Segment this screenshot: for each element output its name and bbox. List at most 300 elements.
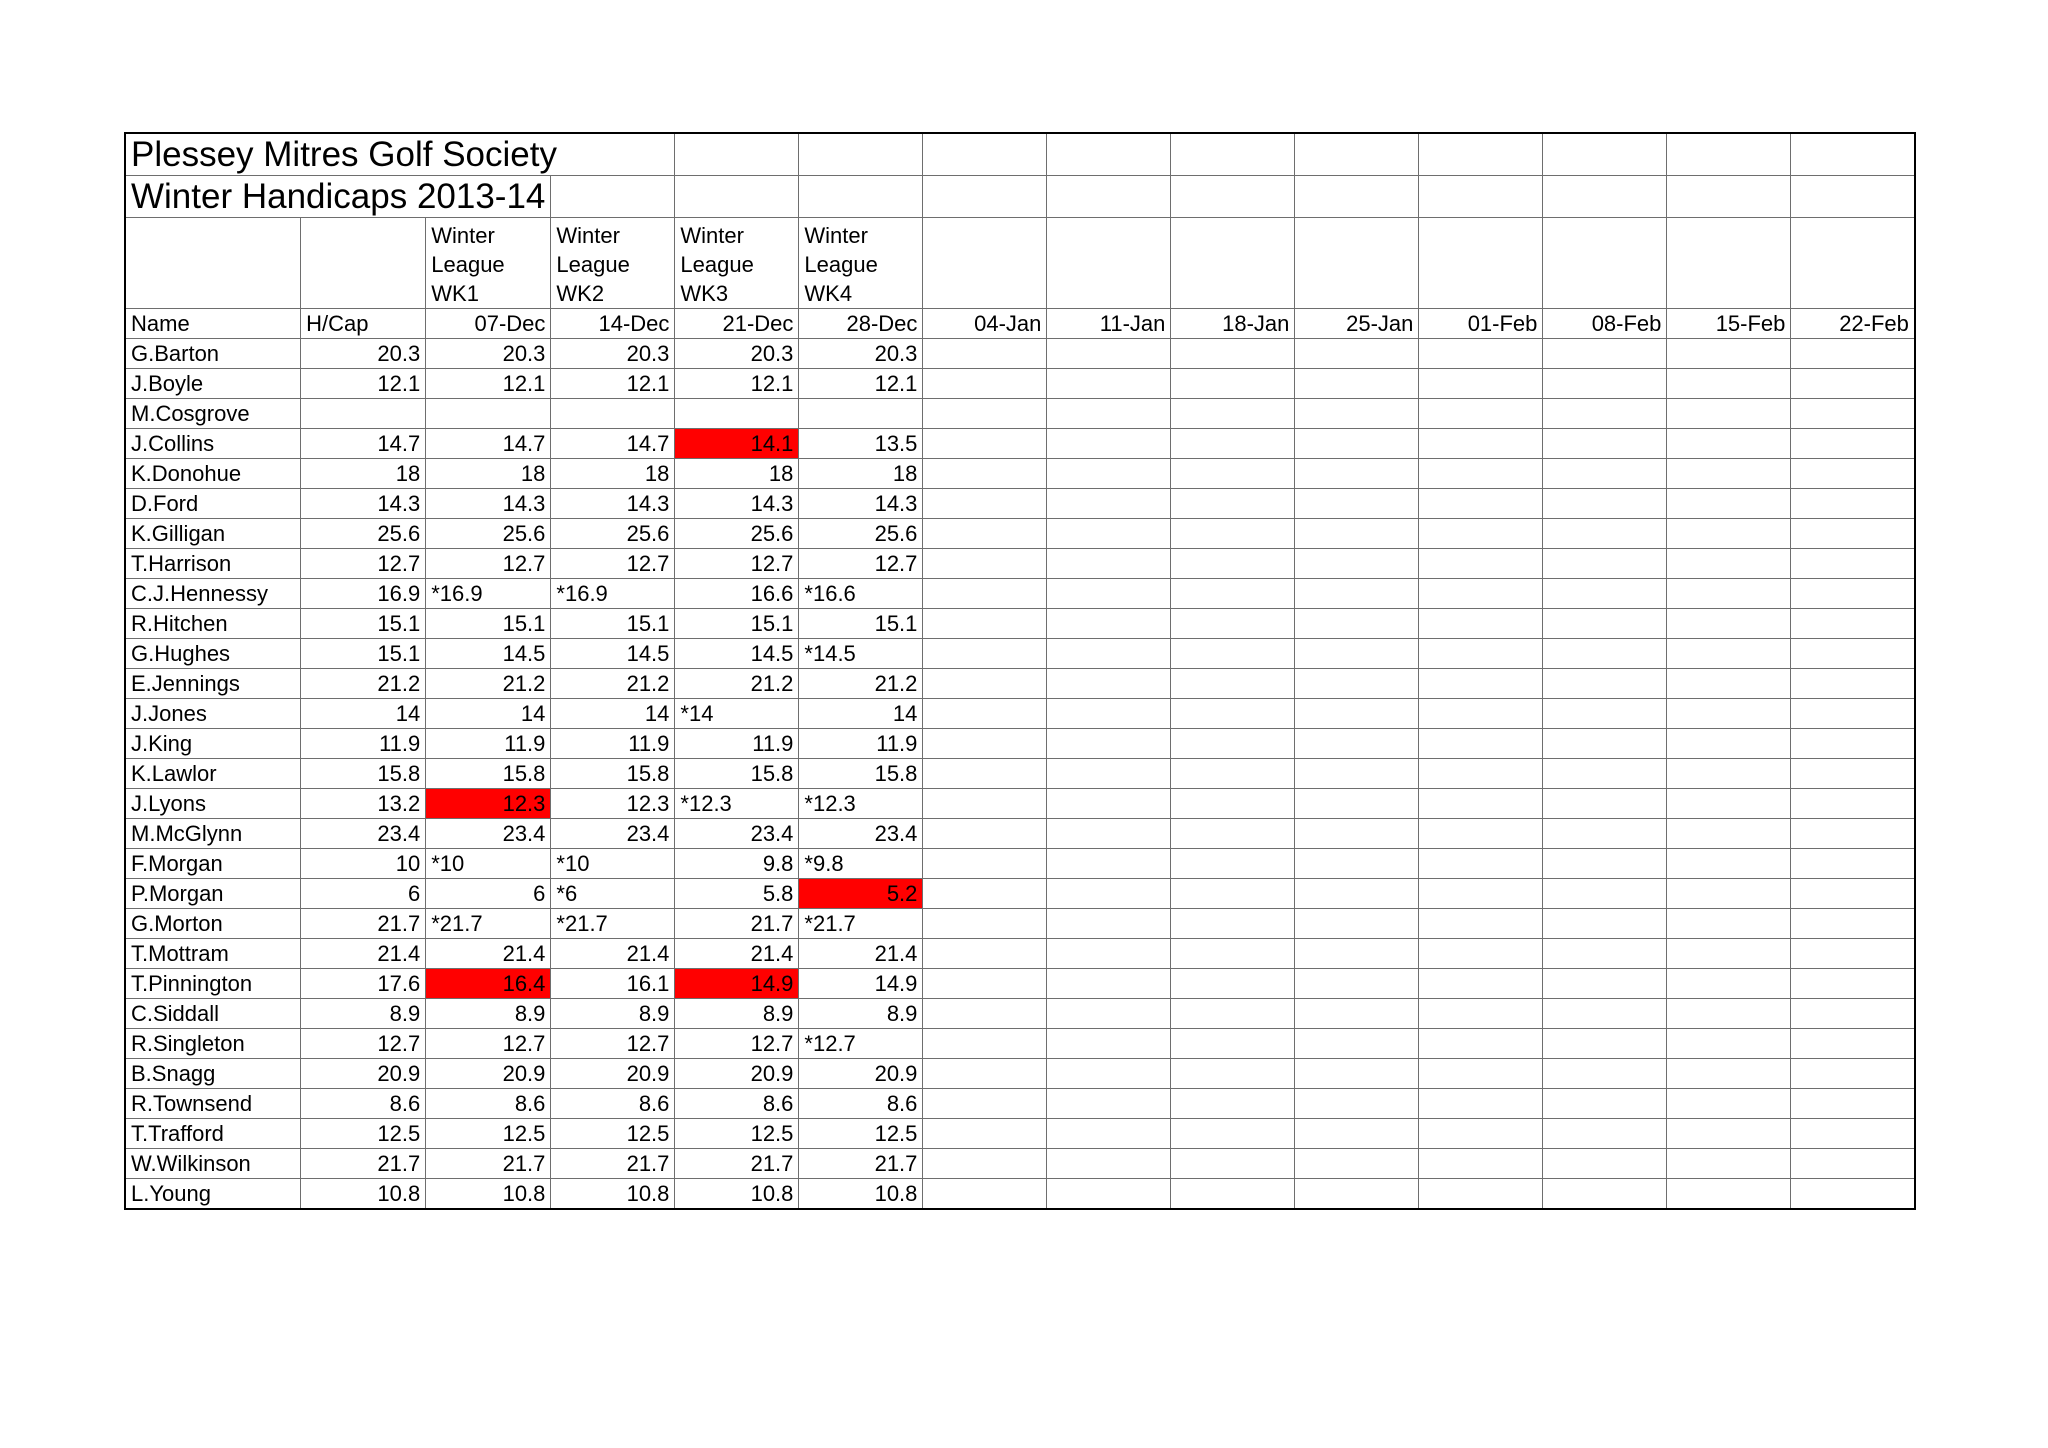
empty-cell — [1047, 1089, 1171, 1119]
title-row — [125, 133, 1915, 176]
empty-cell — [1295, 669, 1419, 699]
column-header-date: 21-Dec — [675, 309, 799, 339]
empty-cell — [1295, 579, 1419, 609]
table-row — [125, 579, 1915, 609]
weekly-handicap-cell: *10 — [551, 849, 675, 879]
weekly-handicap-cell: 11.9 — [675, 729, 799, 759]
empty-cell — [1047, 1119, 1171, 1149]
empty-cell — [923, 1059, 1047, 1089]
empty-cell — [1171, 729, 1295, 759]
empty-cell — [1419, 549, 1543, 579]
empty-cell — [1295, 789, 1419, 819]
weekly-handicap-cell: 13.5 — [799, 429, 923, 459]
player-name-cell: C.J.Hennessy — [125, 579, 301, 609]
weekly-handicap-cell: 25.6 — [799, 519, 923, 549]
empty-cell — [1295, 909, 1419, 939]
empty-cell — [1667, 969, 1791, 999]
weekly-handicap-cell: 14.5 — [551, 639, 675, 669]
empty-cell — [923, 789, 1047, 819]
weekly-handicap-cell: 18 — [551, 459, 675, 489]
weekly-handicap-cell: 9.8 — [675, 849, 799, 879]
player-name-cell: J.Jones — [125, 699, 301, 729]
empty-cell — [1047, 1059, 1171, 1089]
handicap-cell: 14.3 — [301, 489, 426, 519]
player-name-cell: J.King — [125, 729, 301, 759]
empty-cell — [1543, 669, 1667, 699]
empty-cell — [1171, 699, 1295, 729]
empty-cell — [1419, 1119, 1543, 1149]
empty-cell — [1295, 849, 1419, 879]
empty-cell — [1047, 999, 1171, 1029]
empty-cell — [1419, 519, 1543, 549]
empty-cell — [1791, 849, 1915, 879]
weekly-handicap-cell: *14 — [675, 699, 799, 729]
empty-cell — [1543, 939, 1667, 969]
weekly-handicap-cell: *10 — [426, 849, 551, 879]
weekly-handicap-cell: 12.7 — [675, 549, 799, 579]
empty-cell — [1295, 1179, 1419, 1210]
empty-cell — [1543, 339, 1667, 369]
weekly-handicap-cell: 21.2 — [799, 669, 923, 699]
player-name-cell: T.Trafford — [125, 1119, 301, 1149]
week-header-wk1: Winter League WK1 — [426, 218, 551, 309]
empty-cell — [1295, 999, 1419, 1029]
empty-cell — [1419, 1089, 1543, 1119]
empty-cell — [1791, 819, 1915, 849]
table-row — [125, 549, 1915, 579]
table-row — [125, 939, 1915, 969]
weekly-handicap-cell: 14 — [799, 699, 923, 729]
empty-cell — [1171, 819, 1295, 849]
weekly-handicap-cell: 18 — [799, 459, 923, 489]
handicap-cell: 10.8 — [301, 1179, 426, 1210]
empty-cell — [1419, 999, 1543, 1029]
handicap-table — [124, 132, 1916, 1210]
table-row — [125, 909, 1915, 939]
empty-cell — [1667, 1179, 1791, 1210]
weekly-handicap-cell: 20.9 — [799, 1059, 923, 1089]
empty-cell — [1171, 849, 1295, 879]
weekly-handicap-cell: 12.7 — [799, 549, 923, 579]
empty-cell — [1543, 819, 1667, 849]
player-name-cell: C.Siddall — [125, 999, 301, 1029]
table-row — [125, 1149, 1915, 1179]
empty-cell — [1543, 849, 1667, 879]
empty-cell — [923, 549, 1047, 579]
empty-cell — [923, 879, 1047, 909]
empty-cell — [1667, 489, 1791, 519]
weekly-handicap-cell: 12.7 — [426, 549, 551, 579]
weekly-handicap-cell: 14.9 — [799, 969, 923, 999]
empty-cell — [1419, 969, 1543, 999]
weekly-handicap-cell: 12.5 — [426, 1119, 551, 1149]
empty-cell — [1791, 909, 1915, 939]
empty-cell — [1667, 1029, 1791, 1059]
player-name-cell: G.Hughes — [125, 639, 301, 669]
weekly-handicap-cell: 12.1 — [675, 369, 799, 399]
weekly-handicap-cell: 21.4 — [799, 939, 923, 969]
empty-cell — [1543, 459, 1667, 489]
empty-cell — [1047, 1029, 1171, 1059]
empty-cell — [1791, 609, 1915, 639]
table-row — [125, 729, 1915, 759]
player-name-cell: K.Gilligan — [125, 519, 301, 549]
handicap-cell: 20.9 — [301, 1059, 426, 1089]
empty-cell — [1047, 489, 1171, 519]
empty-cell — [1419, 909, 1543, 939]
weekly-handicap-cell: 5.8 — [675, 879, 799, 909]
empty-cell — [1047, 579, 1171, 609]
weekly-handicap-cell: 8.6 — [799, 1089, 923, 1119]
empty-cell — [1791, 1149, 1915, 1179]
handicap-cell: 10 — [301, 849, 426, 879]
empty-cell — [1171, 549, 1295, 579]
empty-cell — [1543, 759, 1667, 789]
table-row — [125, 1119, 1915, 1149]
empty-cell — [1419, 939, 1543, 969]
empty-cell — [1791, 729, 1915, 759]
highlighted-handicap-cell: 14.1 — [675, 429, 799, 459]
weekly-handicap-cell: 11.9 — [426, 729, 551, 759]
weekly-handicap-cell — [551, 399, 675, 429]
empty-cell — [1543, 1179, 1667, 1210]
empty-cell — [1047, 699, 1171, 729]
empty-cell — [923, 639, 1047, 669]
player-name-cell: K.Lawlor — [125, 759, 301, 789]
weekly-handicap-cell: 25.6 — [426, 519, 551, 549]
handicap-cell: 6 — [301, 879, 426, 909]
empty-cell — [1419, 339, 1543, 369]
empty-cell — [1295, 1089, 1419, 1119]
empty-cell — [923, 489, 1047, 519]
empty-cell — [1295, 1149, 1419, 1179]
player-name-cell: W.Wilkinson — [125, 1149, 301, 1179]
empty-cell — [1171, 669, 1295, 699]
empty-cell — [1171, 999, 1295, 1029]
empty-cell — [923, 819, 1047, 849]
empty-cell — [1047, 939, 1171, 969]
empty-cell — [1419, 759, 1543, 789]
player-name-cell: T.Pinnington — [125, 969, 301, 999]
weekly-handicap-cell: 23.4 — [551, 819, 675, 849]
empty-cell — [1171, 609, 1295, 639]
empty-cell — [1295, 549, 1419, 579]
weekly-handicap-cell: 14.7 — [551, 429, 675, 459]
empty-cell — [1791, 699, 1915, 729]
table-row — [125, 339, 1915, 369]
empty-cell — [1047, 399, 1171, 429]
weekly-handicap-cell: 12.5 — [551, 1119, 675, 1149]
handicap-cell: 21.7 — [301, 1149, 426, 1179]
empty-cell — [1419, 459, 1543, 489]
player-name-cell: L.Young — [125, 1179, 301, 1210]
weekly-handicap-cell: 21.7 — [675, 909, 799, 939]
weekly-handicap-cell: 12.7 — [675, 1029, 799, 1059]
weekly-handicap-cell: 23.4 — [799, 819, 923, 849]
empty-cell — [1295, 429, 1419, 459]
column-header-date: 04-Jan — [923, 309, 1047, 339]
empty-cell — [1543, 519, 1667, 549]
empty-cell — [1047, 429, 1171, 459]
empty-cell — [1419, 729, 1543, 759]
handicap-cell: 11.9 — [301, 729, 426, 759]
empty-cell — [1295, 969, 1419, 999]
empty-cell — [1667, 1149, 1791, 1179]
empty-cell — [1047, 549, 1171, 579]
empty-cell — [1171, 1119, 1295, 1149]
weekly-handicap-cell — [675, 399, 799, 429]
player-name-cell: T.Mottram — [125, 939, 301, 969]
empty-cell — [1295, 639, 1419, 669]
empty-cell — [1171, 939, 1295, 969]
weekly-handicap-cell: 16.6 — [675, 579, 799, 609]
weekly-handicap-cell: 21.4 — [426, 939, 551, 969]
weekly-handicap-cell: 8.6 — [551, 1089, 675, 1119]
sheet-subtitle: Winter Handicaps 2013-14 — [125, 176, 551, 218]
handicap-cell: 8.6 — [301, 1089, 426, 1119]
empty-cell — [923, 459, 1047, 489]
empty-cell — [923, 429, 1047, 459]
table-row — [125, 489, 1915, 519]
empty-cell — [1543, 1089, 1667, 1119]
empty-cell — [1047, 729, 1171, 759]
empty-cell — [1419, 669, 1543, 699]
weekly-handicap-cell: *12.7 — [799, 1029, 923, 1059]
empty-cell — [1791, 789, 1915, 819]
empty-cell — [1791, 489, 1915, 519]
empty-cell — [1791, 399, 1915, 429]
handicap-cell: 15.8 — [301, 759, 426, 789]
table-row — [125, 849, 1915, 879]
empty-cell — [1791, 999, 1915, 1029]
empty-cell — [1543, 579, 1667, 609]
column-header-date: 15-Feb — [1667, 309, 1791, 339]
empty-cell — [923, 909, 1047, 939]
column-header-date: 25-Jan — [1295, 309, 1419, 339]
empty-cell — [1791, 1119, 1915, 1149]
player-name-cell: D.Ford — [125, 489, 301, 519]
weekly-handicap-cell: 15.1 — [426, 609, 551, 639]
weekly-handicap-cell: 11.9 — [551, 729, 675, 759]
player-name-cell: M.Cosgrove — [125, 399, 301, 429]
weekly-handicap-cell: 12.7 — [426, 1029, 551, 1059]
empty-cell — [923, 369, 1047, 399]
weekly-handicap-cell: 18 — [675, 459, 799, 489]
weekly-handicap-cell: 12.7 — [551, 549, 675, 579]
empty-cell — [1543, 879, 1667, 909]
handicap-cell: 12.1 — [301, 369, 426, 399]
empty-cell — [1543, 1149, 1667, 1179]
empty-cell — [1667, 399, 1791, 429]
empty-cell — [1667, 1089, 1791, 1119]
handicap-cell: 16.9 — [301, 579, 426, 609]
table-row — [125, 879, 1915, 909]
empty-cell — [923, 609, 1047, 639]
handicap-cell: 15.1 — [301, 609, 426, 639]
weekly-handicap-cell: 21.7 — [675, 1149, 799, 1179]
empty-cell — [923, 969, 1047, 999]
player-name-cell: B.Snagg — [125, 1059, 301, 1089]
empty-cell — [1295, 939, 1419, 969]
weekly-handicap-cell: 14.3 — [799, 489, 923, 519]
empty-cell — [1667, 879, 1791, 909]
weekly-handicap-cell: 15.1 — [799, 609, 923, 639]
empty-cell — [1543, 1119, 1667, 1149]
empty-cell — [1295, 1029, 1419, 1059]
empty-cell — [1419, 639, 1543, 669]
weekly-handicap-cell: 12.5 — [799, 1119, 923, 1149]
weekly-handicap-cell: 20.3 — [551, 339, 675, 369]
empty-cell — [1667, 579, 1791, 609]
weekly-handicap-cell: 20.3 — [799, 339, 923, 369]
weekly-handicap-cell: 11.9 — [799, 729, 923, 759]
empty-cell — [1047, 1149, 1171, 1179]
empty-cell — [1791, 669, 1915, 699]
empty-cell — [1295, 1059, 1419, 1089]
empty-cell — [1171, 459, 1295, 489]
weekly-handicap-cell: 16.1 — [551, 969, 675, 999]
empty-cell — [1791, 1059, 1915, 1089]
weekly-handicap-cell: *16.9 — [426, 579, 551, 609]
weekly-handicap-cell: 15.8 — [675, 759, 799, 789]
empty-cell — [923, 699, 1047, 729]
empty-cell — [923, 669, 1047, 699]
weekly-handicap-cell: *9.8 — [799, 849, 923, 879]
empty-cell — [1791, 759, 1915, 789]
column-header-hcap: H/Cap — [301, 309, 426, 339]
empty-cell — [1171, 579, 1295, 609]
table-row — [125, 1029, 1915, 1059]
weekly-handicap-cell: 23.4 — [675, 819, 799, 849]
table-row — [125, 1059, 1915, 1089]
weekly-handicap-cell: 12.1 — [426, 369, 551, 399]
weekly-handicap-cell: 14 — [551, 699, 675, 729]
empty-cell — [1667, 849, 1791, 879]
table-row — [125, 459, 1915, 489]
empty-cell — [923, 759, 1047, 789]
empty-cell — [923, 579, 1047, 609]
empty-cell — [1667, 909, 1791, 939]
highlighted-handicap-cell: 12.3 — [426, 789, 551, 819]
empty-cell — [1171, 1029, 1295, 1059]
weekly-handicap-cell: 23.4 — [426, 819, 551, 849]
empty-cell — [1543, 399, 1667, 429]
empty-cell — [1667, 609, 1791, 639]
empty-cell — [923, 999, 1047, 1029]
table-row — [125, 669, 1915, 699]
empty-cell — [1419, 369, 1543, 399]
empty-cell — [1791, 369, 1915, 399]
empty-cell — [1419, 429, 1543, 459]
weekly-handicap-cell: 21.4 — [551, 939, 675, 969]
player-name-cell: G.Barton — [125, 339, 301, 369]
empty-cell — [1667, 819, 1791, 849]
column-header-date: 18-Jan — [1171, 309, 1295, 339]
weekly-handicap-cell: 21.2 — [675, 669, 799, 699]
empty-cell — [923, 1029, 1047, 1059]
empty-cell — [1543, 609, 1667, 639]
empty-cell — [1295, 699, 1419, 729]
empty-cell — [1667, 1119, 1791, 1149]
weekly-handicap-cell: 15.1 — [675, 609, 799, 639]
empty-cell — [1791, 459, 1915, 489]
empty-cell — [1543, 639, 1667, 669]
empty-cell — [1543, 1059, 1667, 1089]
weekly-handicap-cell: 14.5 — [426, 639, 551, 669]
empty-cell — [1047, 879, 1171, 909]
handicap-cell: 15.1 — [301, 639, 426, 669]
handicap-cell: 12.7 — [301, 1029, 426, 1059]
player-name-cell: M.McGlynn — [125, 819, 301, 849]
handicap-cell: 12.5 — [301, 1119, 426, 1149]
player-name-cell: J.Lyons — [125, 789, 301, 819]
highlighted-handicap-cell: 14.9 — [675, 969, 799, 999]
empty-cell — [1419, 819, 1543, 849]
empty-cell — [1295, 819, 1419, 849]
weekly-handicap-cell: *16.9 — [551, 579, 675, 609]
empty-cell — [1295, 369, 1419, 399]
weekly-handicap-cell: 10.8 — [551, 1179, 675, 1210]
weekly-handicap-cell: 6 — [426, 879, 551, 909]
empty-cell — [1667, 459, 1791, 489]
weekly-handicap-cell: 15.8 — [551, 759, 675, 789]
player-name-cell: E.Jennings — [125, 669, 301, 699]
weekly-handicap-cell: 20.3 — [426, 339, 551, 369]
empty-cell — [1047, 339, 1171, 369]
weekly-handicap-cell: 20.3 — [675, 339, 799, 369]
empty-cell — [1171, 339, 1295, 369]
handicap-cell: 18 — [301, 459, 426, 489]
subtitle-row — [125, 176, 1915, 218]
handicap-cell: 8.9 — [301, 999, 426, 1029]
empty-cell — [1295, 729, 1419, 759]
empty-cell — [1791, 549, 1915, 579]
empty-cell — [1791, 939, 1915, 969]
column-header-date: 22-Feb — [1791, 309, 1915, 339]
table-row — [125, 609, 1915, 639]
empty-cell — [1047, 909, 1171, 939]
column-header-name: Name — [125, 309, 301, 339]
empty-cell — [1295, 759, 1419, 789]
empty-cell — [1295, 489, 1419, 519]
empty-cell — [1791, 429, 1915, 459]
empty-cell — [1667, 1059, 1791, 1089]
table-row — [125, 429, 1915, 459]
weekly-handicap-cell: *12.3 — [799, 789, 923, 819]
column-header-date: 14-Dec — [551, 309, 675, 339]
weekly-handicap-cell: 18 — [426, 459, 551, 489]
player-name-cell: R.Singleton — [125, 1029, 301, 1059]
empty-cell — [1543, 369, 1667, 399]
empty-cell — [1171, 489, 1295, 519]
weekly-handicap-cell: 25.6 — [675, 519, 799, 549]
empty-cell — [1543, 489, 1667, 519]
table-row — [125, 699, 1915, 729]
weekly-handicap-cell: 10.8 — [426, 1179, 551, 1210]
weekly-handicap-cell: 21.2 — [551, 669, 675, 699]
empty-cell — [1171, 429, 1295, 459]
weekly-handicap-cell: 8.9 — [675, 999, 799, 1029]
column-header-date: 01-Feb — [1419, 309, 1543, 339]
empty-cell — [1791, 639, 1915, 669]
player-name-cell: P.Morgan — [125, 879, 301, 909]
sheet-title: Plessey Mitres Golf Society — [125, 133, 675, 176]
empty-cell — [1171, 1179, 1295, 1210]
empty-cell — [1791, 339, 1915, 369]
empty-cell — [1295, 399, 1419, 429]
empty-cell — [1171, 909, 1295, 939]
table-row — [125, 789, 1915, 819]
